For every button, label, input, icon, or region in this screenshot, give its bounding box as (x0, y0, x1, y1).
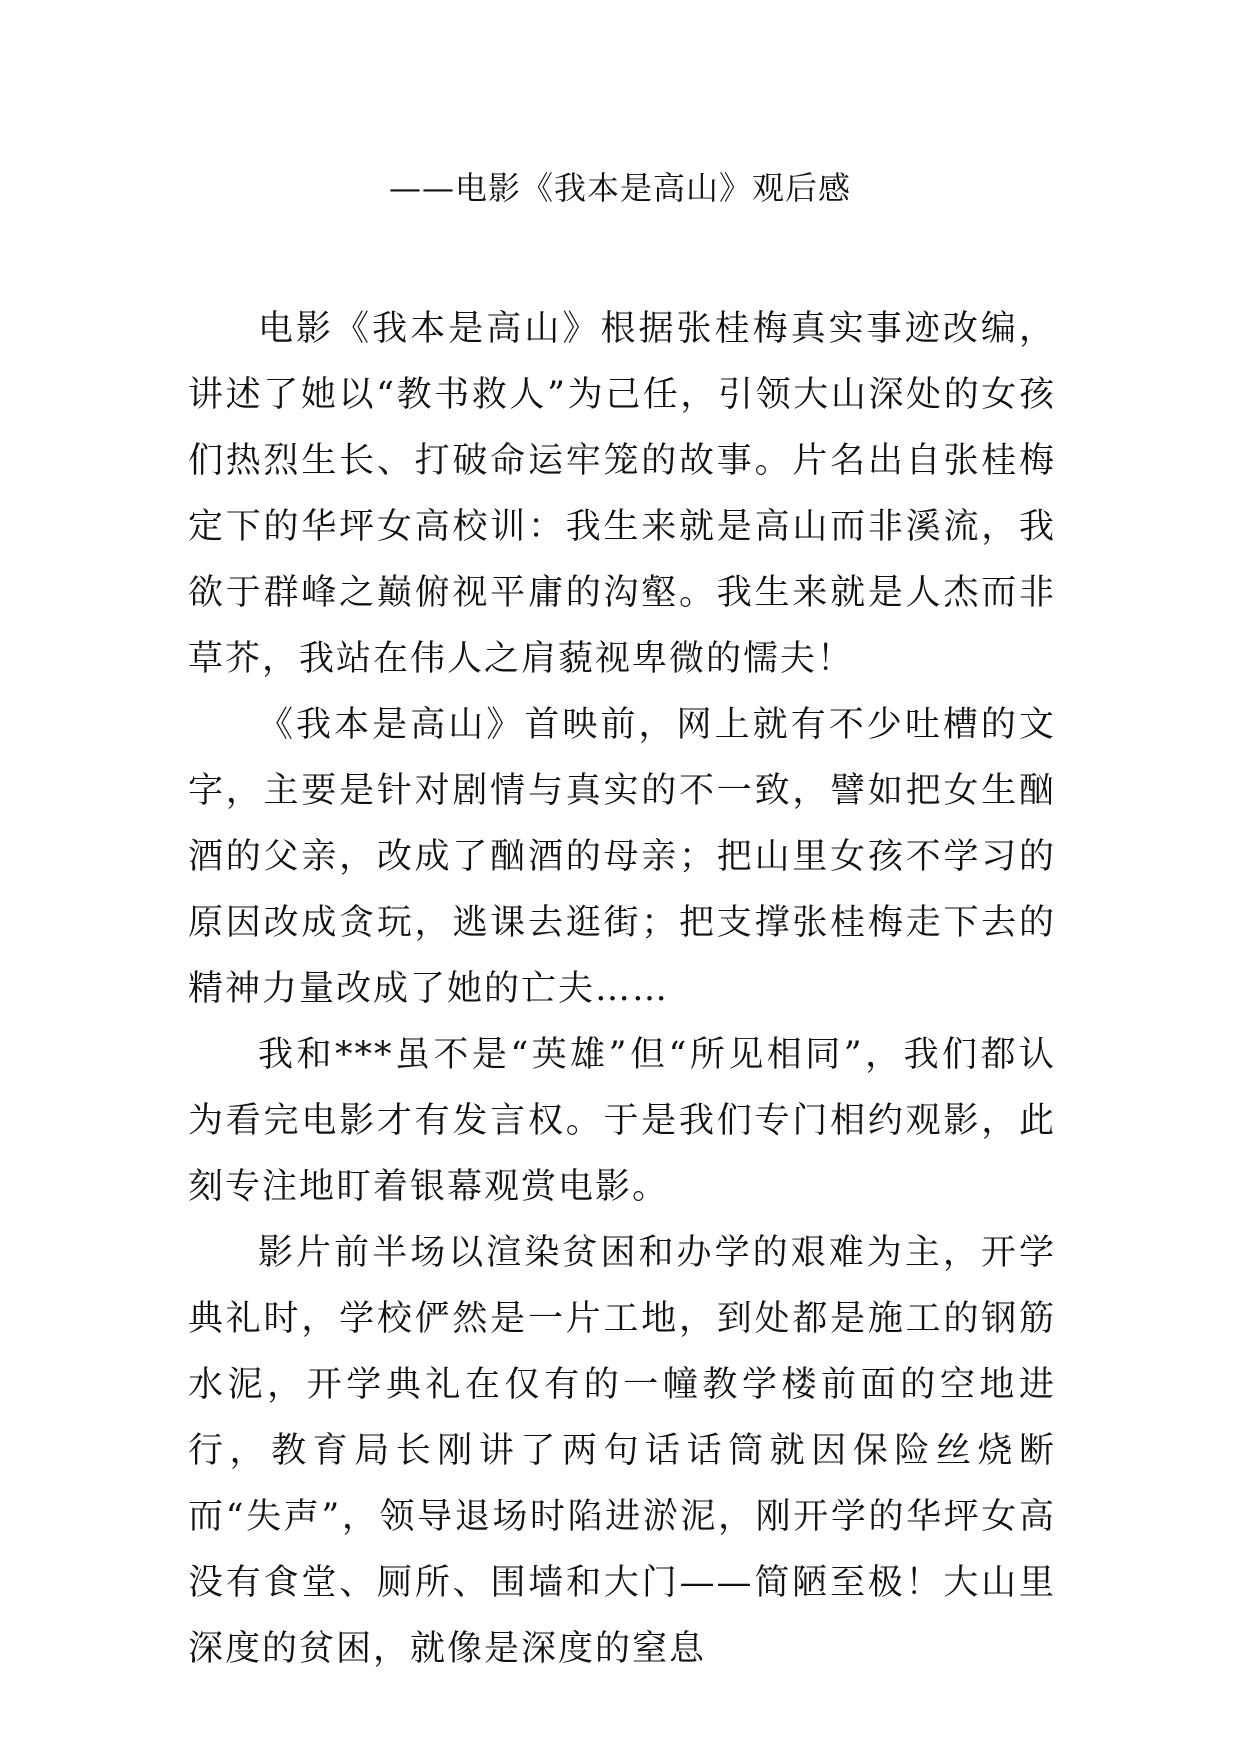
paragraph-1: 电影《我本是高山》根据张桂梅真实事迹改编，讲述了她以“教书救人”为己任，引领大山深处的女孩们热烈生长、打破命运牢笼的故事。片名出自张桂梅定下的华坪女高校训：我生来就是高山而非溪流，我欲于群峰之巅俯视平庸的沟壑。我生来就是人杰而非草芥，我站在伟人之肩藐视卑微的懦夫！ (188, 309, 1056, 679)
paragraph-4: 影片前半场以渲染贫困和办学的艰难为主，开学典礼时，学校俨然是一片工地，到处都是施工的钢筋水泥，开学典礼在仅有的一幢教学楼前面的空地进行，教育局长刚讲了两句话话筒就因保险丝烧断而“失声”，领导退场时陷进淤泥，刚开学的华坪女高没有食堂、厕所、围墙和大门——简陋至极！大山里深度的贫困，就像是深度的窒息 (188, 1233, 1056, 1669)
document-subtitle: ——电影《我本是高山》观后感 (388, 169, 851, 207)
document-body (188, 296, 1056, 1682)
paragraph-2: 《我本是高山》首映前，网上就有不少吐槽的文字，主要是针对剧情与真实的不一致，譬如把女生酗酒的父亲，改成了酗酒的母亲；把山里女孩不学习的原因改成贪玩，逃课去逛街；把支撑张桂梅走下去的精神力量改成了她的亡夫…… (188, 705, 1056, 1009)
paragraph-3: 我和***虽不是“英雄”但“所见相同”，我们都认为看完电影才有发言权。于是我们专门相约观影，此刻专注地盯着银幕观赏电影。 (188, 1035, 1056, 1207)
